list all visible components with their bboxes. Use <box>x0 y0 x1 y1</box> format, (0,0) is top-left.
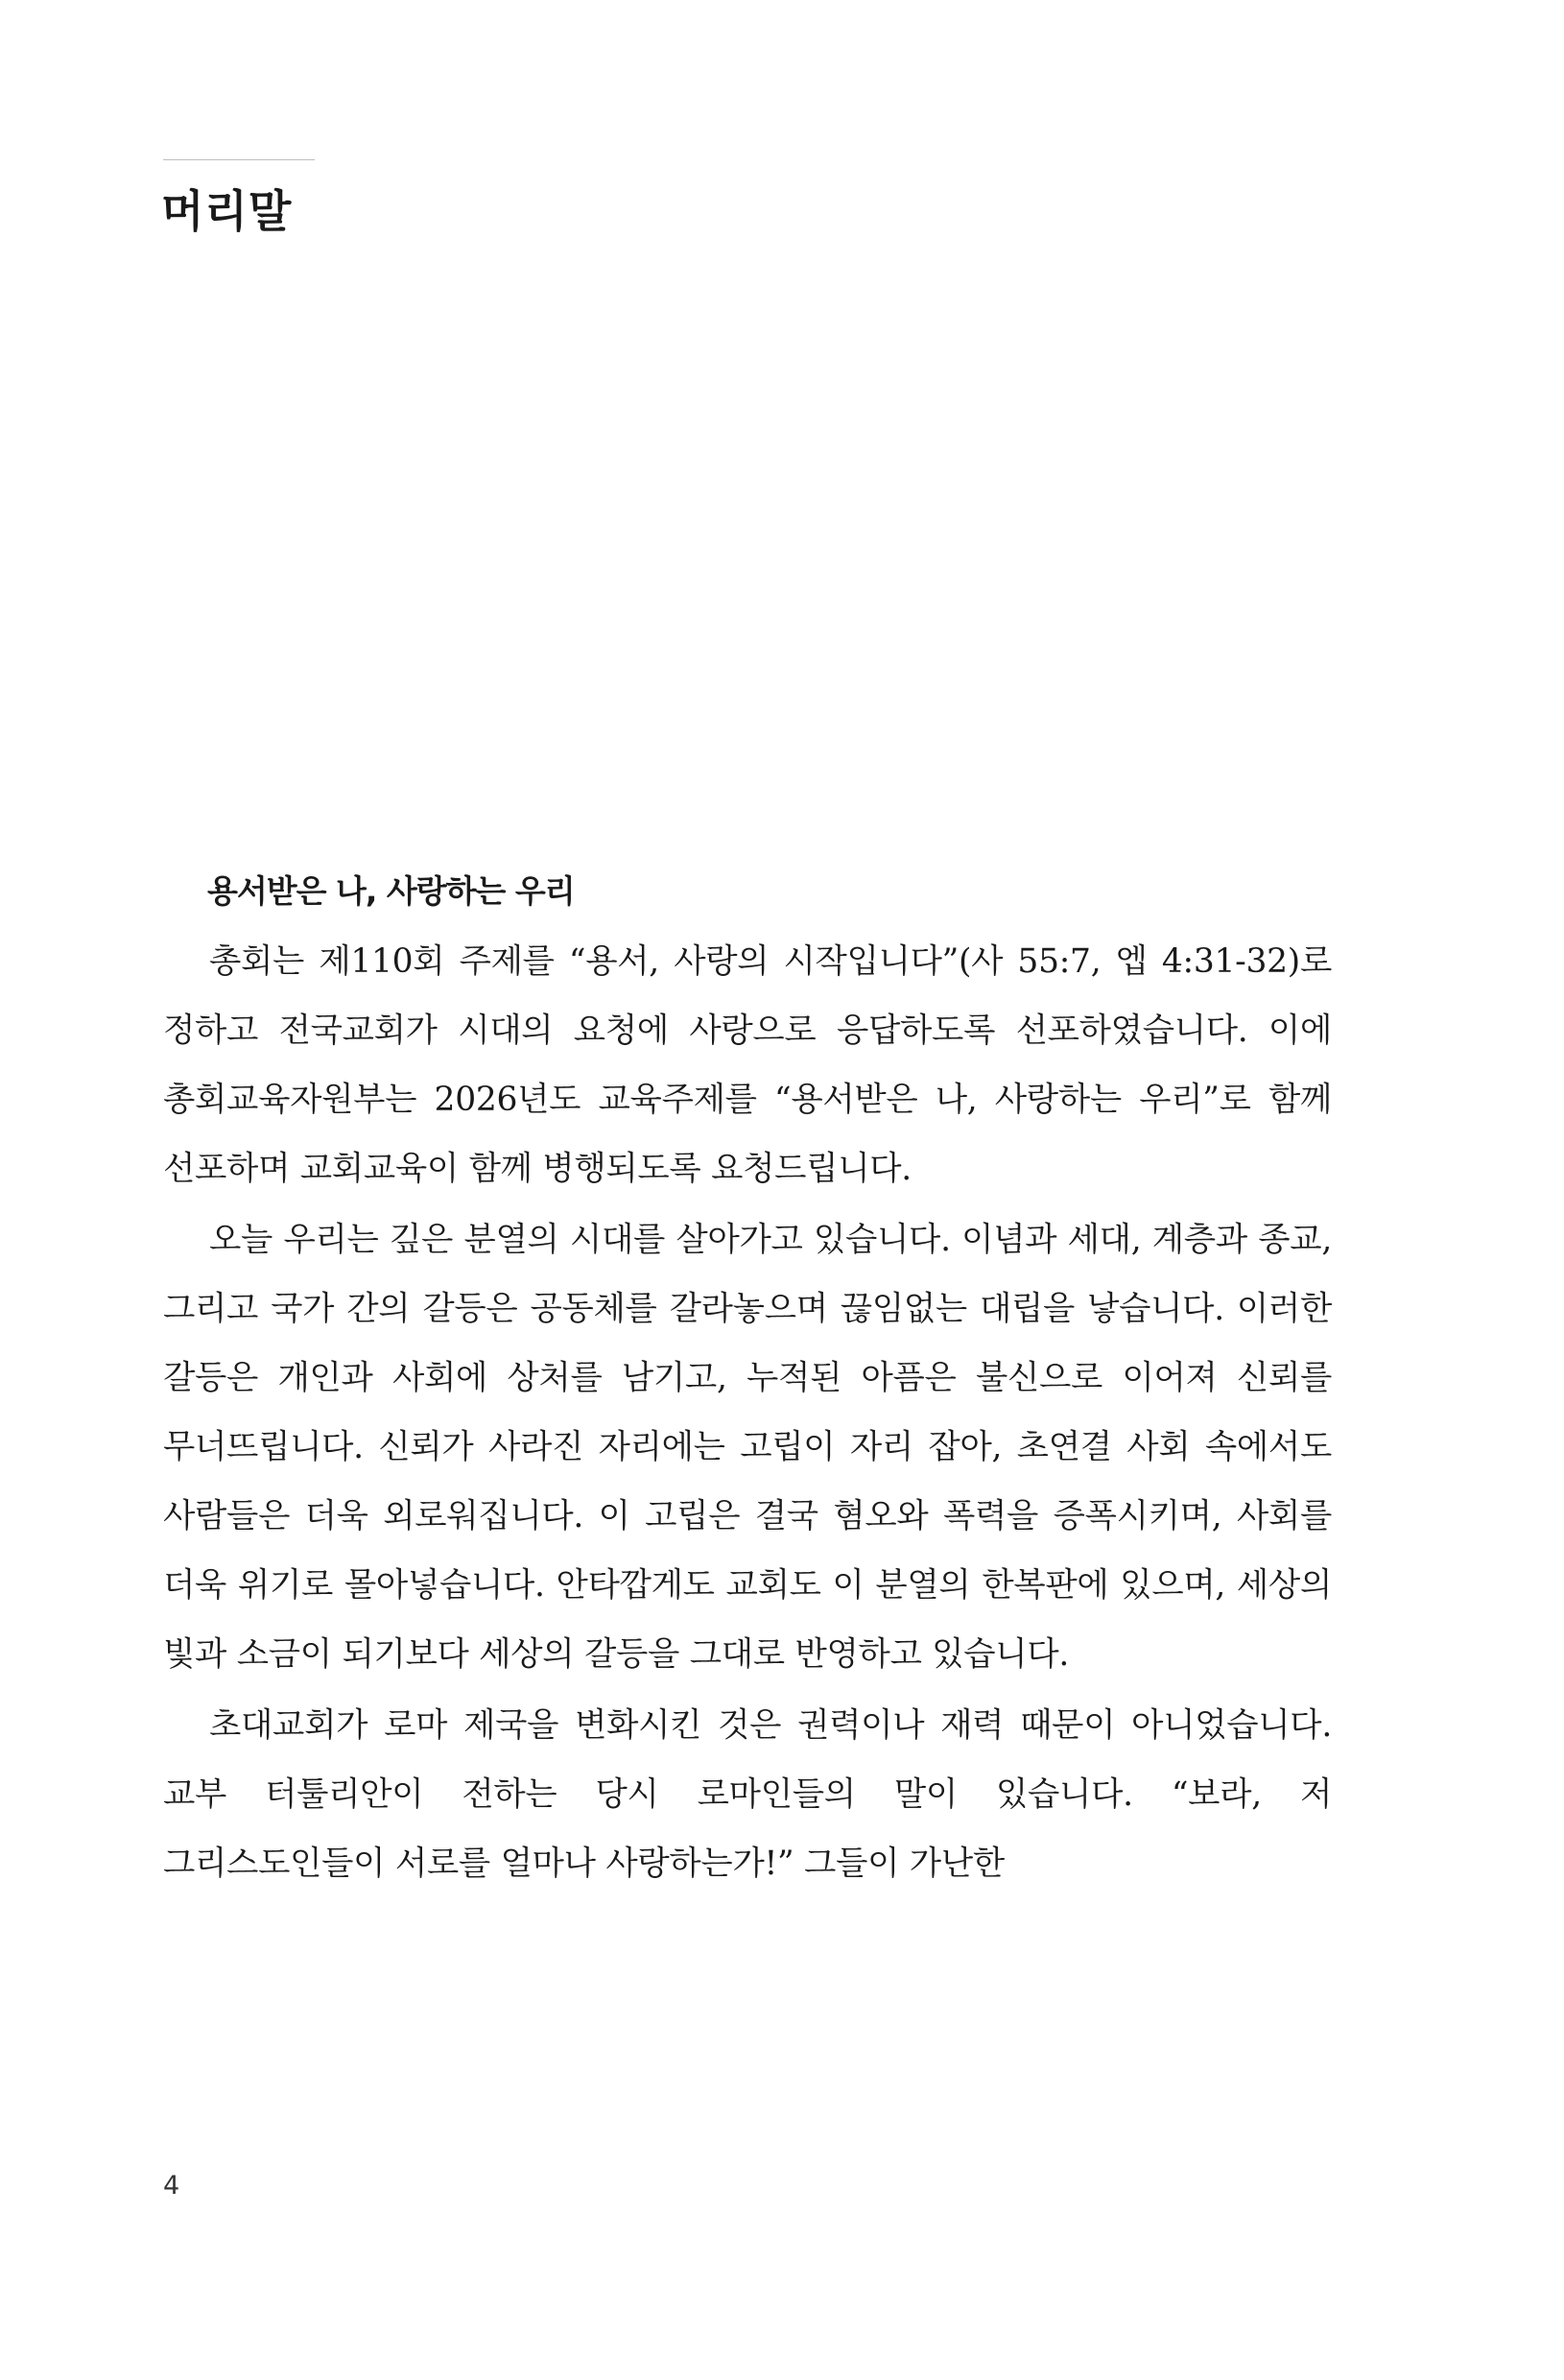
body-section <box>163 864 1332 1898</box>
chapter-title: 머리말 <box>161 185 293 237</box>
chapter-top-rule <box>163 159 315 160</box>
paragraph: 오늘 우리는 깊은 분열의 시대를 살아가고 있습니다. 이념과 세대, 계층과 종교, 그리고 국가 간의 갈등은 공동체를 갈라놓으며 끊임없는 대립을 낳습니다. 이러한 갈등은 개인과 사회에 상처를 남기고, 누적된 아픔은 불신으로 이어져 신뢰를 무너뜨립니다. 신뢰가 사라진 자리에는 고립이 자리 잡아, 초연결 사회 속에서도 사람들은 더욱 외로워집니다. 이 고립은 결국 혐오와 폭력을 증폭시키며, 사회를 더욱 위기로 몰아넣습니다. 안타깝게도 교회도 이 분열의 한복판에 있으며, 세상의 빛과 소금이 되기보다 세상의 갈등을 그대로 반영하고 있습니다. <box>163 1221 1332 1674</box>
paragraph: 초대교회가 로마 제국을 변화시킨 것은 권력이나 재력 때문이 아니었습니다. 교부 터툴리안이 전하는 당시 로마인들의 말이 있습니다. “보라, 저 그리스도인들이 서로를 얼마나 사랑하는가!” 그들이 가난한 <box>163 1706 1332 1883</box>
paragraph: 총회는 제110회 주제를 “용서, 사랑의 시작입니다”(사 55:7, 엡 4:31-32)로 정하고 전국교회가 시대의 요청에 사랑으로 응답하도록 선포하였습니다. 이에 총회교육자원부는 2026년도 교육주제를 “용서받은 나, 사랑하는 우리”로 함께 선포하며 교회교육이 함께 병행되도록 요청드립니다. <box>163 942 1332 1188</box>
page-number: 4 <box>163 2171 180 2201</box>
section-heading: 용서받은 나, 사랑하는 우리 <box>207 872 575 910</box>
